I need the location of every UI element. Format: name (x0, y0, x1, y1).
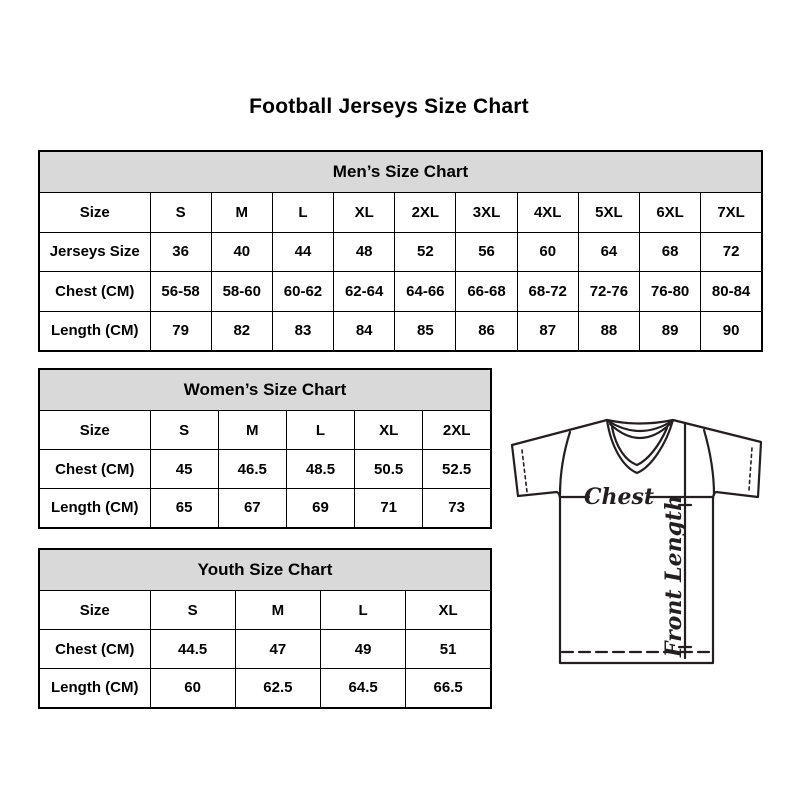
table-row (39, 272, 762, 312)
left-cuff-stitch (522, 450, 527, 492)
size-cell: 36 (150, 232, 211, 272)
size-cell: 83 (272, 311, 333, 351)
jersey-icon (500, 400, 800, 700)
table-row (39, 630, 491, 669)
size-cell: 69 (286, 489, 354, 528)
mens-size-table (38, 150, 763, 348)
size-cell: S (150, 193, 211, 233)
size-cell: 47 (235, 630, 320, 669)
size-cell: 64.5 (321, 669, 406, 708)
size-cell: 49 (321, 630, 406, 669)
size-cell: M (211, 193, 272, 233)
size-cell: 56-58 (150, 272, 211, 312)
size-cell: 5XL (578, 193, 639, 233)
jersey-measurement-diagram (500, 400, 800, 700)
size-cell: 82 (211, 311, 272, 351)
size-cell: 46.5 (218, 450, 286, 489)
row-label: Length (CM) (39, 669, 150, 708)
size-cell: 62-64 (334, 272, 395, 312)
size-cell: 79 (150, 311, 211, 351)
size-cell: 44 (272, 232, 333, 272)
row-label: Jerseys Size (39, 232, 150, 272)
right-cuff-stitch (749, 448, 752, 490)
size-cell: 2XL (423, 411, 491, 450)
table-row (39, 193, 762, 233)
table-header-row (39, 549, 491, 591)
size-cell: M (235, 591, 320, 630)
table-title: Men’s Size Chart (39, 151, 762, 193)
size-cell: 45 (150, 450, 218, 489)
size-cell: XL (406, 591, 491, 630)
size-cell: 58-60 (211, 272, 272, 312)
size-cell: 76-80 (640, 272, 701, 312)
size-cell: 64 (578, 232, 639, 272)
size-cell: 4XL (517, 193, 578, 233)
size-cell: 67 (218, 489, 286, 528)
left-armhole-seam (560, 432, 570, 495)
size-cell: 65 (150, 489, 218, 528)
size-cell: 50.5 (355, 450, 423, 489)
size-cell: 72 (701, 232, 762, 272)
size-cell: 52.5 (423, 450, 491, 489)
size-cell: 73 (423, 489, 491, 528)
size-cell: 71 (355, 489, 423, 528)
size-cell: 66.5 (406, 669, 491, 708)
size-cell: S (150, 591, 235, 630)
right-armhole-seam (704, 430, 714, 495)
size-cell: 68 (640, 232, 701, 272)
size-cell: M (218, 411, 286, 450)
size-cell: 60-62 (272, 272, 333, 312)
size-cell: 68-72 (517, 272, 578, 312)
table-row (39, 232, 762, 272)
table-header-row (39, 151, 762, 193)
row-label: Size (39, 411, 150, 450)
size-cell: 52 (395, 232, 456, 272)
size-cell: 6XL (640, 193, 701, 233)
collar-v-outer (607, 420, 673, 473)
youth-size-table (38, 548, 492, 705)
row-label: Chest (CM) (39, 450, 150, 489)
table-row (39, 591, 491, 630)
size-cell: 84 (334, 311, 395, 351)
front-length-label: Front Length (661, 494, 687, 658)
page-title: Football Jerseys Size Chart (249, 95, 529, 118)
size-cell: S (150, 411, 218, 450)
table-title: Youth Size Chart (39, 549, 491, 591)
row-label: Length (CM) (39, 489, 150, 528)
jersey-outline (512, 420, 761, 663)
row-label: Size (39, 193, 150, 233)
size-cell: 64-66 (395, 272, 456, 312)
size-cell: 44.5 (150, 630, 235, 669)
size-cell: 90 (701, 311, 762, 351)
row-label: Size (39, 591, 150, 630)
size-cell: 40 (211, 232, 272, 272)
size-cell: 87 (517, 311, 578, 351)
size-cell: 60 (150, 669, 235, 708)
size-cell: 60 (517, 232, 578, 272)
row-label: Chest (CM) (39, 272, 150, 312)
table-row (39, 311, 762, 351)
size-cell: 80-84 (701, 272, 762, 312)
row-label: Chest (CM) (39, 630, 150, 669)
size-cell: 88 (578, 311, 639, 351)
size-cell: L (321, 591, 406, 630)
size-cell: 85 (395, 311, 456, 351)
table-title: Women’s Size Chart (39, 369, 491, 411)
table-row (39, 411, 491, 450)
size-cell: L (272, 193, 333, 233)
size-cell: L (286, 411, 354, 450)
table-row (39, 669, 491, 708)
table-header-row (39, 369, 491, 411)
size-cell: 7XL (701, 193, 762, 233)
size-cell: 3XL (456, 193, 517, 233)
size-cell: 62.5 (235, 669, 320, 708)
size-cell: 56 (456, 232, 517, 272)
size-cell: 89 (640, 311, 701, 351)
size-cell: 72-76 (578, 272, 639, 312)
table-row (39, 450, 491, 489)
size-cell: 2XL (395, 193, 456, 233)
size-cell: 86 (456, 311, 517, 351)
size-cell: 66-68 (456, 272, 517, 312)
size-cell: 48.5 (286, 450, 354, 489)
size-cell: 48 (334, 232, 395, 272)
chest-label: Chest (583, 484, 655, 510)
womens-size-table (38, 368, 492, 525)
size-cell: 51 (406, 630, 491, 669)
size-cell: XL (355, 411, 423, 450)
row-label: Length (CM) (39, 311, 150, 351)
table-row (39, 489, 491, 528)
size-cell: XL (334, 193, 395, 233)
